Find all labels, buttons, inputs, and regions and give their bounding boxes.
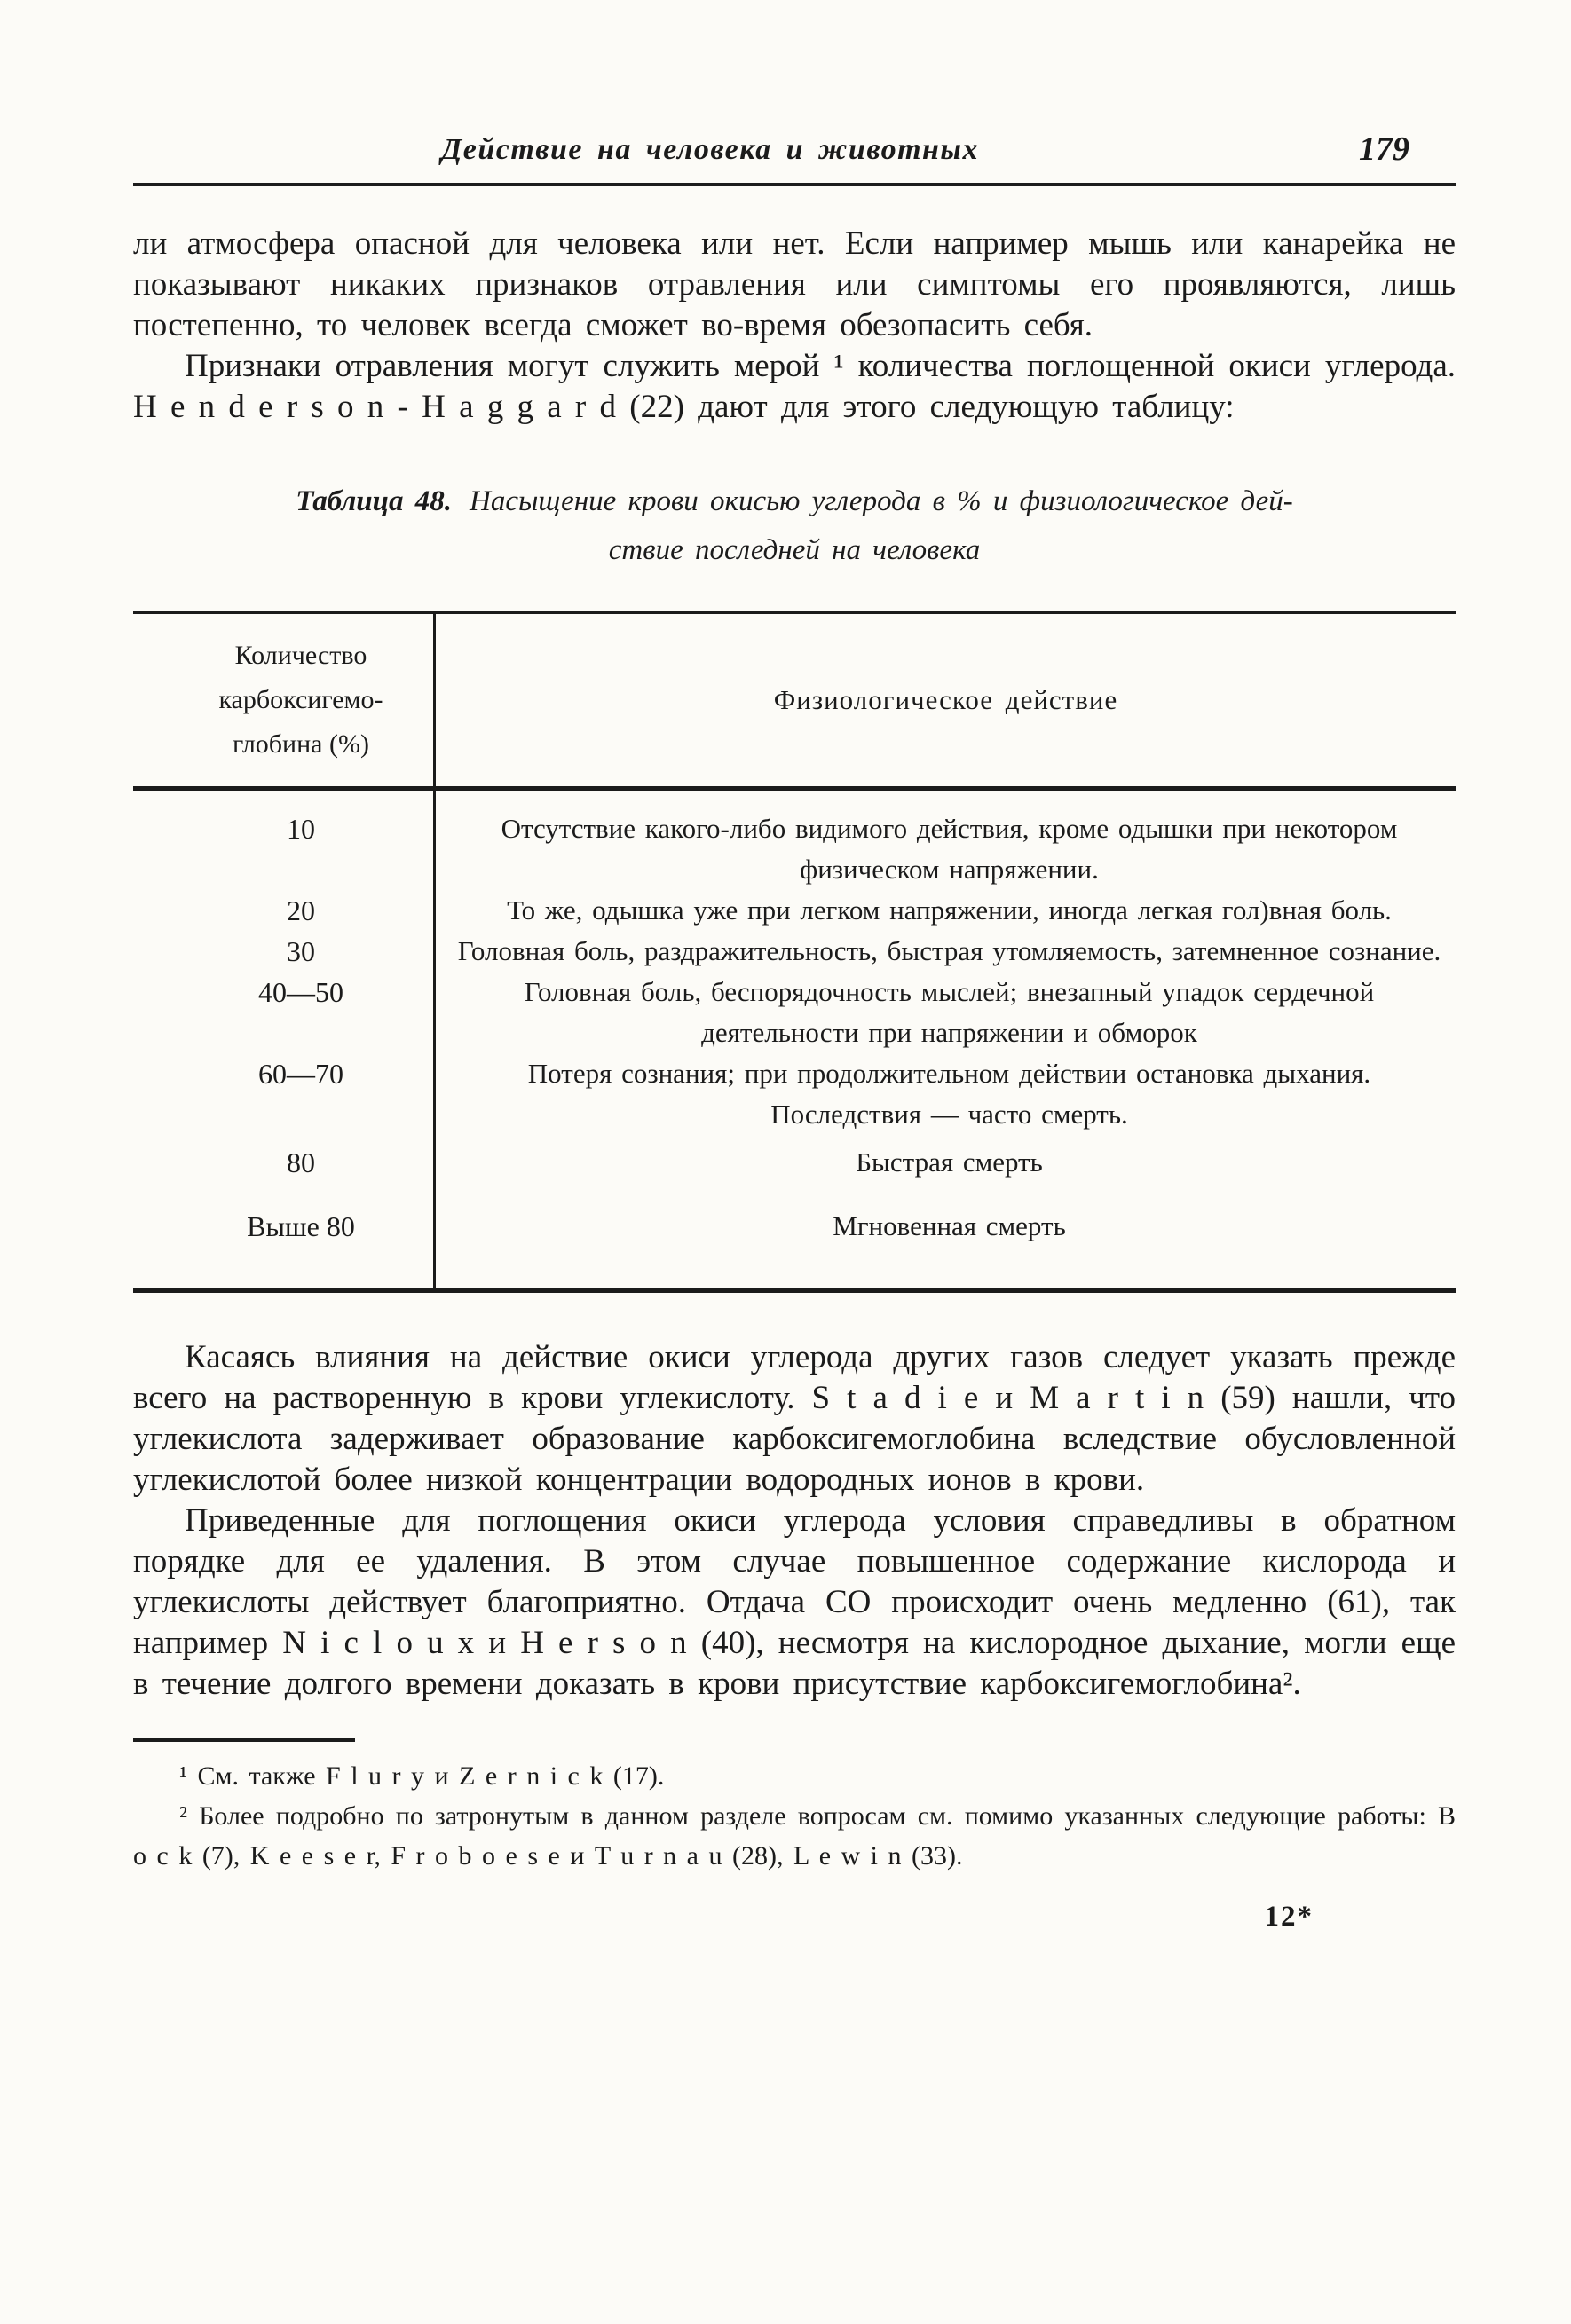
table-row [133, 1183, 1456, 1288]
header-rule [133, 183, 1456, 186]
table-row [133, 972, 1456, 1053]
row-value: Выше 80 [133, 1183, 436, 1288]
table-row [133, 931, 1456, 972]
row-value: 60—70 [133, 1053, 436, 1135]
table-row [133, 1135, 1456, 1183]
footnote-1: ¹ См. также F l u r y и Z e r n i c k (17). [179, 1761, 665, 1791]
running-header [133, 130, 1456, 176]
column-header-effect: Физиологическое действие [773, 684, 1118, 715]
row-effect: Быстрая смерть [856, 1146, 1043, 1178]
paragraph-3: Касаясь влияния на действие окиси углерода других газов следует указать прежде всего на растворенную в крови углекислоту. S t a d i e и M a r t i n (59) нашли, что углекислота задерживает образование карбоксигемоглобина вследствие обусловленной углекислотой более низкой концентрации водородных ионов в крови. [133, 1339, 1456, 1498]
row-effect: Головная боль, раздражительность, быстрая утомляемость, затемненное сознание. [457, 935, 1441, 966]
table-caption-label: Таблица 48. [296, 485, 453, 517]
column-header-amount-line2: карбоксигемо- [218, 685, 383, 714]
row-effect: Головная боль, беспорядочность мыслей; внезапный упадок сердечной деятельности при напряжении и обморок [524, 976, 1375, 1048]
table-row [133, 890, 1456, 931]
footnote-2: ² Более подробно по затронутым в данном разделе вопросам см. помимо указанных следующие работы: B o c k (7), K e e s e r, F r o b o e s e и T u r n a u (28), L e w i n (33). [133, 1801, 1456, 1871]
footnote-rule [133, 1738, 355, 1742]
row-value: 40—50 [133, 972, 436, 1053]
table-caption [133, 477, 1456, 575]
row-effect: Потеря сознания; при продолжительном действии остановка дыхания. Последствия — часто смерть. [527, 1058, 1371, 1130]
table-row [133, 791, 1456, 890]
row-value: 30 [133, 931, 436, 972]
table-caption-line2: ствие последней на человека [608, 534, 981, 566]
table-caption-line1-wrap [133, 477, 1456, 526]
row-effect: То же, одышка уже при легком напряжении, иногда легкая гол)вная боль. [507, 894, 1392, 926]
table-row [133, 1053, 1456, 1135]
column-header-amount-line3: глобина (%) [233, 729, 369, 759]
row-value: 80 [133, 1135, 436, 1183]
paragraph-4: Приведенные для поглощения окиси углерода условия справедливы в обратном порядке для ее удаления. В этом случае повышенное содержание кислорода и углекислоты действует благоприятно. Отдача СО происходит очень медленно (61), так например N i c l o u x и H e r s o n (40), несмотря на кислородное дыхание, могли еще в течение долгого времени доказать в крови присутствие карбоксигемоглобина². [133, 1502, 1456, 1702]
paragraph-2: Признаки отравления могут служить мерой ¹ количества поглощенной окиси углерода. H e n d e r s o n - H a g g a r d (22) дают для этого следующую таблицу: [133, 348, 1456, 425]
signature-mark: 12* [1264, 1901, 1314, 1933]
paragraph-1: ли атмосфера опасной для человека или нет. Если например мышь или канарейка не показывают никаких признаков отравления или симптомы его проявляются, лишь постепенно, то человек всегда сможет во-время обезопасить себя. [133, 225, 1456, 343]
table-caption-line1: Насыщение крови окисью углерода в % и физиологическое дей- [470, 485, 1293, 517]
page-number: 179 [1359, 130, 1409, 168]
column-header-amount [133, 614, 436, 786]
column-header-amount-line1: Количество [234, 641, 367, 670]
row-effect: Отсутствие какого-либо видимого действия, кроме одышки при некотором физическом напряжении. [501, 813, 1398, 885]
header-title: Действие на человека и животных [441, 133, 979, 166]
saturation-table [133, 611, 1456, 1293]
row-value: 20 [133, 890, 436, 931]
table-body [133, 791, 1456, 1288]
table-header-row [133, 614, 1456, 791]
row-effect: Мгновенная смерть [833, 1210, 1066, 1241]
row-value: 10 [133, 791, 436, 890]
